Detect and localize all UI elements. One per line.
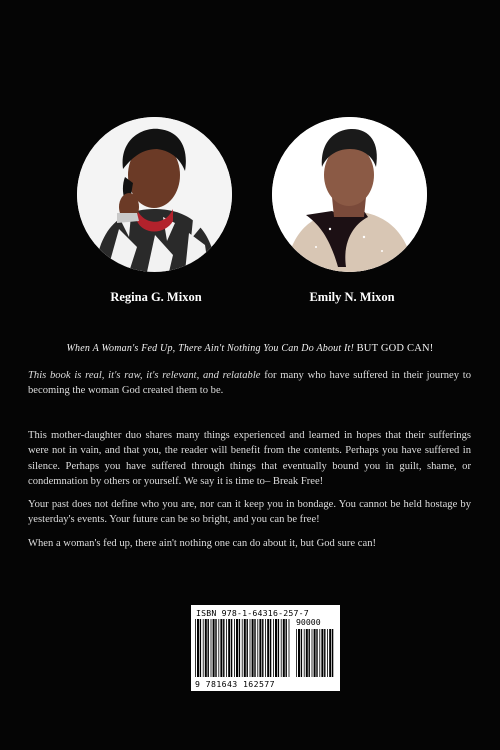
barcode-bar xyxy=(301,629,302,677)
barcode-bar xyxy=(197,619,199,677)
barcode-bar xyxy=(239,619,240,677)
barcode-bar xyxy=(332,629,333,677)
barcode-bar xyxy=(203,619,204,677)
barcode-bar xyxy=(200,619,201,677)
barcode-bar xyxy=(252,619,254,677)
barcode-bar xyxy=(306,629,308,677)
barcode-bar xyxy=(195,619,196,677)
author-portrait-emily xyxy=(272,117,427,272)
barcode-bar xyxy=(218,619,219,677)
barcode-bar xyxy=(215,619,216,677)
barcode-bar xyxy=(208,619,209,677)
barcode-bar xyxy=(228,619,230,677)
barcode-bar xyxy=(309,629,310,677)
isbn-number: ISBN 978-1-64316-257-7 xyxy=(196,608,309,618)
barcode-addon-bars xyxy=(296,629,334,677)
barcode-bar xyxy=(296,629,297,677)
barcode-bar xyxy=(270,619,271,677)
blurb-paragraph-4: When a woman's fed up, there ain't nothing one can do about it, but God sure can! xyxy=(28,538,377,549)
barcode-bars xyxy=(195,619,290,677)
blurb-emphasis: This book is real, it's raw, it's relevant, and relatable xyxy=(28,370,261,381)
barcode-bar xyxy=(321,629,323,677)
barcode-bar xyxy=(231,619,232,677)
barcode-bar xyxy=(236,619,238,677)
barcode-bar xyxy=(275,619,277,677)
barcode-bar xyxy=(289,619,290,677)
barcode-bar xyxy=(324,629,325,677)
barcode-bar xyxy=(213,619,215,677)
isbn-barcode xyxy=(191,605,340,691)
barcode-bar xyxy=(254,619,255,677)
barcode-bar xyxy=(262,619,263,677)
barcode-bar xyxy=(220,619,222,677)
tagline-caps: BUT GOD CAN! xyxy=(356,343,434,354)
barcode-bar xyxy=(242,619,243,677)
barcode-bar xyxy=(329,629,331,677)
barcode-digits: 9 781643 162577 xyxy=(195,679,275,689)
author-photo-regina xyxy=(77,117,232,272)
author-name-emily: Emily N. Mixon xyxy=(309,290,395,304)
barcode-bar xyxy=(250,619,251,677)
barcode-bar xyxy=(312,629,313,677)
barcode-bar xyxy=(226,619,227,677)
barcode-bar xyxy=(234,619,235,677)
barcode-bar xyxy=(244,619,246,677)
blurb-paragraph-1 xyxy=(28,368,471,399)
tagline-script: When A Woman's Fed Up, There Ain't Nothing You Can Do About It! xyxy=(66,343,355,354)
barcode-bar xyxy=(286,619,287,677)
barcode-price-code: 90000 xyxy=(296,617,321,627)
barcode-bar xyxy=(278,619,279,677)
barcode-bar xyxy=(327,629,328,677)
barcode-bar xyxy=(211,619,212,677)
author-name-regina: Regina G. Mixon xyxy=(110,290,202,304)
barcode-bar xyxy=(283,619,285,677)
barcode-bar xyxy=(314,629,316,677)
author-photo-emily xyxy=(272,117,427,272)
barcode-bar xyxy=(259,619,261,677)
tagline xyxy=(20,343,480,354)
barcode-bar xyxy=(281,619,282,677)
author-portrait-regina xyxy=(77,117,232,272)
blurb-paragraph-2: This mother-daughter duo shares many things experienced and learned in hopes that their sufferings were not in vain, and that you, the reader will benefit from the contents. Perhaps you have suffered in silence. Perhaps you have suffered through things that eventually bound you in guilt, shame, or condemnation by others or yourself. We say it is time to– Break Free! xyxy=(28,430,471,488)
barcode-bar xyxy=(223,619,224,677)
barcode-bar xyxy=(247,619,248,677)
barcode-bar xyxy=(319,629,320,677)
barcode-bar xyxy=(267,619,269,677)
blurb-paragraph-3: Your past does not define who you are, nor can it keep you in bondage. You cannot be held hostage by yesterday's events. Your future can be so bright, and you can be free! xyxy=(28,499,471,526)
barcode-bar xyxy=(304,629,305,677)
barcode-bar xyxy=(298,629,300,677)
blurb-paragraph-1-text: for many who have suffered in their journey to becoming the woman God created them to be. xyxy=(28,370,471,397)
barcode-bar xyxy=(265,619,266,677)
barcode-bar xyxy=(316,629,317,677)
barcode-bar xyxy=(273,619,274,677)
barcode-bar xyxy=(205,619,207,677)
barcode-bar xyxy=(257,619,258,677)
